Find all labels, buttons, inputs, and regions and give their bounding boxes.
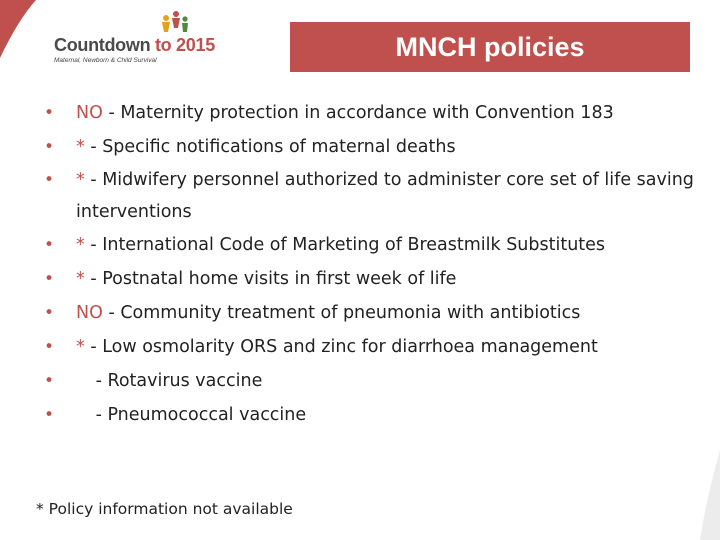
bullet-icon: •: [44, 103, 55, 123]
policy-status: *: [76, 269, 85, 289]
policy-text: - Pneumococcal vaccine: [90, 405, 307, 425]
bullet-icon: •: [44, 137, 55, 157]
title-banner: [290, 22, 690, 72]
bullet-icon: •: [44, 269, 55, 289]
logo-subtitle: Maternal, Newborn & Child Survival: [54, 57, 157, 64]
list-item: [44, 164, 694, 228]
page-title: MNCH policies: [395, 31, 585, 62]
policy-status: NO: [76, 303, 103, 323]
policy-status: *: [76, 137, 85, 157]
bullet-icon: •: [44, 371, 55, 391]
logo-accent-text: to 2015: [154, 35, 215, 55]
bullet-icon: •: [44, 303, 55, 323]
list-item: [44, 130, 694, 164]
bullet-icon: •: [44, 235, 55, 255]
countdown-logo: [50, 8, 215, 70]
list-item: [44, 96, 694, 130]
policy-text: - Midwifery personnel authorized to administer core set of life saving interventions: [76, 170, 694, 222]
policy-status: *: [76, 235, 85, 255]
policy-text: - Rotavirus vaccine: [90, 371, 263, 391]
policy-text: - Postnatal home visits in first week of life: [84, 269, 457, 289]
list-item: [44, 228, 694, 262]
policy-text: - International Code of Marketing of Breastmilk Substitutes: [84, 235, 606, 255]
bullet-icon: •: [44, 405, 55, 425]
logo-main-text: Countdown: [54, 35, 151, 55]
policy-text: - Specific notifications of maternal deaths: [84, 137, 456, 157]
logo-wordmark: [54, 35, 215, 56]
policy-text: - Maternity protection in accordance with Convention 183: [102, 103, 614, 123]
list-item: [44, 262, 694, 296]
list-item: [44, 398, 694, 432]
list-item: [44, 330, 694, 364]
bullet-icon: •: [44, 337, 55, 357]
bullet-icon: •: [44, 170, 55, 190]
list-item: [44, 296, 694, 330]
policy-text: - Low osmolarity ORS and zinc for diarrhoea management: [84, 337, 598, 357]
footnote: * Policy information not available: [36, 500, 293, 518]
policy-status: *: [76, 337, 85, 357]
list-item: [44, 364, 694, 398]
policy-status: NO: [76, 103, 103, 123]
policy-text: - Community treatment of pneumonia with antibiotics: [102, 303, 581, 323]
policy-status: *: [76, 170, 85, 190]
policy-list: [44, 96, 694, 432]
